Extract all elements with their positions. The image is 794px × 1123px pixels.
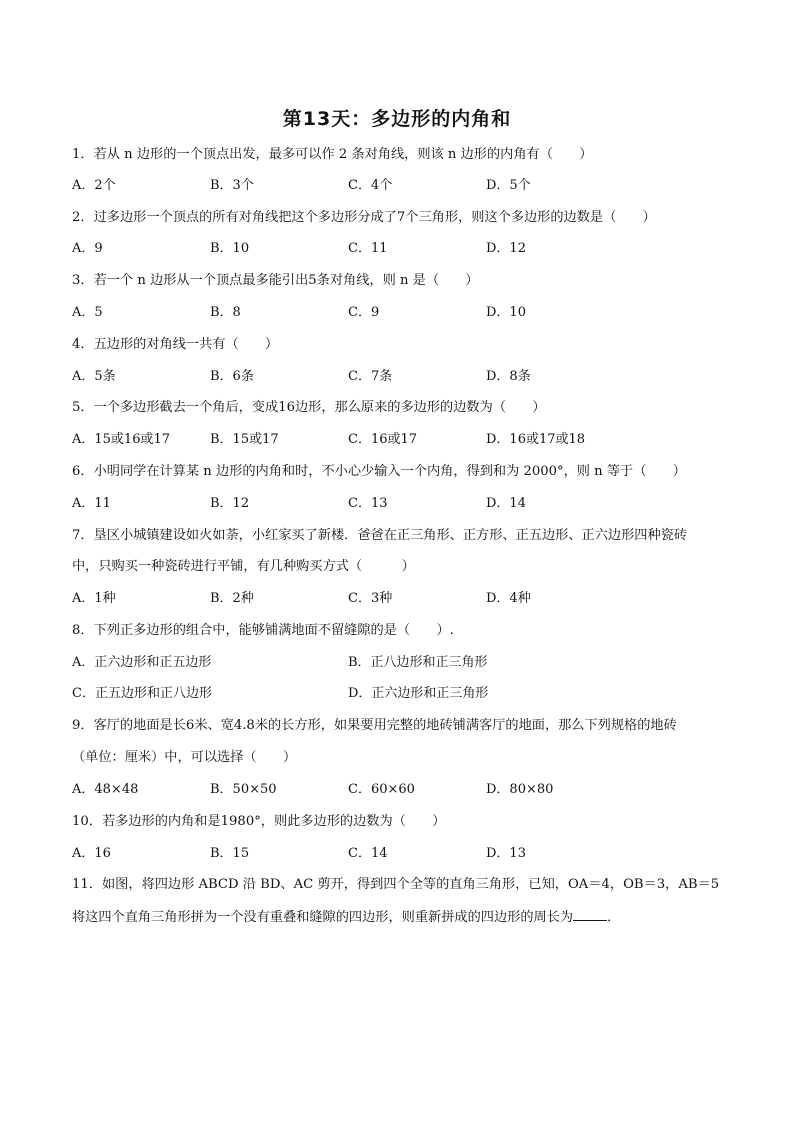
- question-1-text: 1．若从 n 边形的一个顶点出发，最多可以作 2 条对角线，则该 n 边形的内角有（ ）: [72, 147, 593, 162]
- question-3-option-c: C．9: [348, 305, 380, 320]
- question-8-option-d: D．正六边形和正三角形: [348, 686, 489, 701]
- question-11-period: ．: [607, 910, 621, 925]
- question-9-text-line-1: 9．客厅的地面是长6米、宽4.8米的长方形，如果要用完整的地砖铺满客厅的地面，那么下列规格的地砖: [72, 718, 677, 733]
- question-7-option-d: D．4种: [486, 591, 531, 606]
- question-8-option-a: A．正六边形和正五边形: [72, 655, 212, 670]
- question-6-option-d: D．14: [486, 496, 526, 511]
- question-2-text: 2．过多边形一个顶点的所有对角线把这个多边形分成了7个三角形，则这个多边形的边数是（ ）: [72, 210, 656, 225]
- question-1-option-d: D．5个: [486, 178, 531, 193]
- question-7-text-line-2: 中，只购买一种瓷砖进行平铺，有几种购买方式（ ）: [72, 559, 415, 574]
- question-10-option-d: D．13: [486, 846, 526, 861]
- question-4-text: 4．五边形的对角线一共有（ ）: [72, 337, 279, 352]
- question-9-option-d: D．80×80: [486, 782, 554, 797]
- page-title: 第13天：多边形的内角和: [282, 108, 512, 130]
- question-5-option-b: B．15或17: [210, 432, 279, 447]
- question-6-option-b: B．12: [210, 496, 250, 511]
- question-4-option-a: A．5条: [72, 369, 116, 384]
- question-10-option-c: C．14: [348, 846, 388, 861]
- question-10-text: 10．若多边形的内角和是1980°，则此多边形的边数为（ ）: [72, 814, 446, 829]
- question-2-option-d: D．12: [486, 241, 526, 256]
- question-3-option-d: D．10: [486, 305, 526, 320]
- question-2-option-a: A．9: [72, 241, 103, 256]
- question-8-option-c: C．正五边形和正八边形: [72, 686, 212, 701]
- question-6-option-c: C．13: [348, 496, 388, 511]
- question-5-option-a: A．15或16或17: [72, 432, 171, 447]
- question-1-option-a: A．2个: [72, 178, 116, 193]
- question-2-option-b: B．10: [210, 241, 250, 256]
- question-4-option-b: B．6条: [210, 369, 254, 384]
- question-5-text: 5．一个多边形截去一个角后，变成16边形，那么原来的多边形的边数为（ ）: [72, 400, 546, 415]
- question-3-option-b: B．8: [210, 305, 241, 320]
- question-10-option-b: B．15: [210, 846, 250, 861]
- question-2-option-c: C．11: [348, 241, 388, 256]
- question-7-option-b: B．2种: [210, 591, 254, 606]
- question-6-text: 6．小明同学在计算某 n 边形的内角和时，不小心少输入一个内角，得到和为 2000°，则 n 等于（ ）: [72, 464, 686, 479]
- question-7-option-c: C．3种: [348, 591, 393, 606]
- question-7-option-a: A．1种: [72, 591, 116, 606]
- question-5-option-c: C．16或17: [348, 432, 418, 447]
- question-4-option-d: D．8条: [486, 369, 531, 384]
- question-6-option-a: A．11: [72, 496, 111, 511]
- question-9-option-a: A．48×48: [72, 782, 139, 797]
- question-11-text-line-1: 11．如图，将四边形 ABCD 沿 BD、AC 剪开，得到四个全等的直角三角形，已知，OA＝4，OB＝3，AB＝5: [72, 877, 720, 892]
- question-1-option-c: C．4个: [348, 178, 393, 193]
- question-3-option-a: A．5: [72, 305, 103, 320]
- question-8-option-b: B．正八边形和正三角形: [348, 655, 488, 670]
- answer-blank: [573, 908, 607, 921]
- question-11-text-line-2: [72, 908, 732, 927]
- question-11-text-line-2-content: 将这四个直角三角形拼为一个没有重叠和缝隙的四边形，则重新拼成的四边形的周长为: [72, 910, 574, 925]
- question-5-option-d: D．16或17或18: [486, 432, 586, 447]
- question-7-text-line-1: 7．垦区小城镇建设如火如荼，小红家买了新楼．爸爸在正三角形、正方形、正五边形、正六边形四种瓷砖: [72, 528, 688, 543]
- question-1-option-b: B．3个: [210, 178, 254, 193]
- question-3-text: 3．若一个 n 边形从一个顶点最多能引出5条对角线，则 n 是（ ）: [72, 273, 479, 288]
- question-8-text: 8．下列正多边形的组合中，能够铺满地面不留缝隙的是（ ）.: [72, 623, 454, 638]
- question-4-option-c: C．7条: [348, 369, 393, 384]
- question-9-option-c: C．60×60: [348, 782, 415, 797]
- question-10-option-a: A．16: [72, 846, 111, 861]
- question-9-text-line-2: （单位：厘米）中，可以选择（ ）: [72, 750, 297, 765]
- question-9-option-b: B．50×50: [210, 782, 277, 797]
